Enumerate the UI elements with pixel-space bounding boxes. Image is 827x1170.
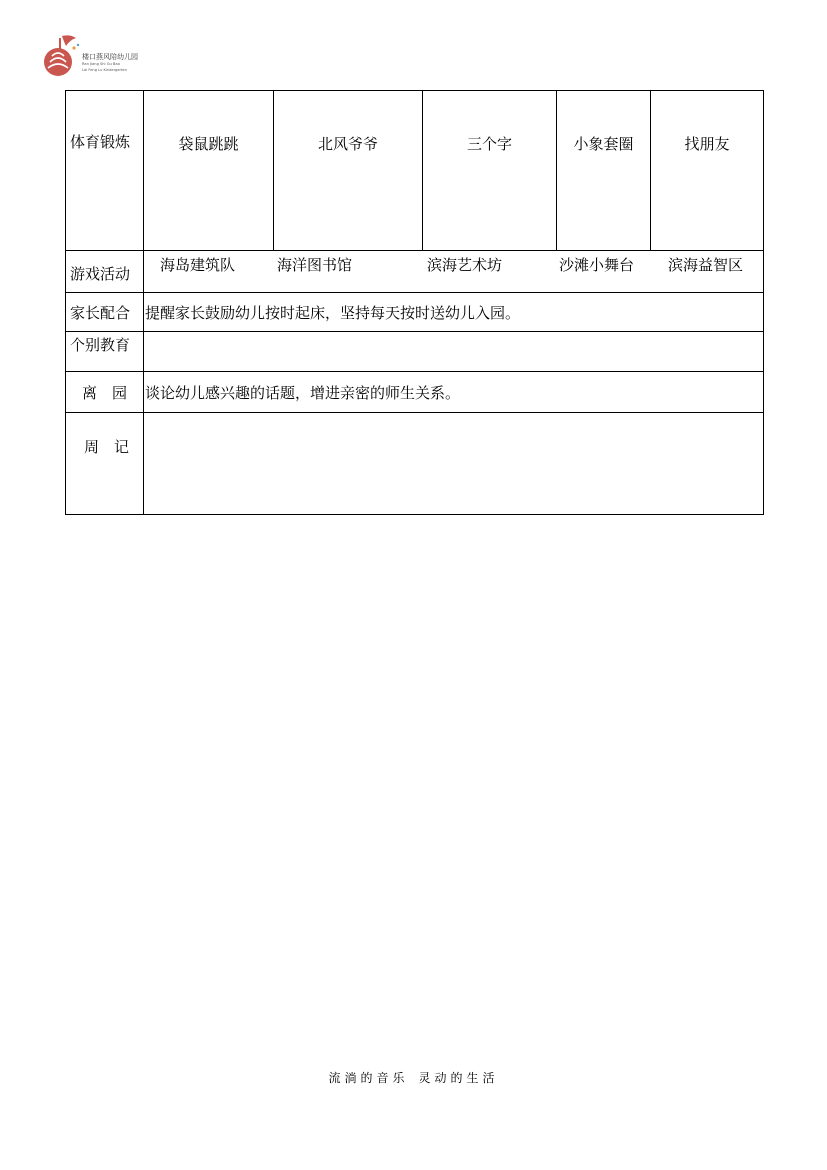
logo-name-en-1: Ran Jiang Shi Gu Bao [82, 62, 120, 66]
parent-text: 提醒家长鼓励幼儿按时起床，坚持每天按时送幼儿入园。 [144, 293, 764, 332]
game-item-1: 海岛建筑队 [160, 256, 236, 274]
sport-item-3: 三个字 [423, 91, 557, 251]
sport-label: 体育锻炼 [66, 91, 144, 251]
logo-name-cn: 楼口燕风陪幼儿园 [82, 53, 138, 61]
games-row [66, 251, 764, 293]
kindergarten-logo [40, 32, 150, 82]
logo-name-en-2: Lai Feng Lu Kindergarten [82, 67, 127, 72]
individual-text [144, 332, 764, 372]
games-label: 游戏活动 [66, 251, 144, 293]
leave-label: 离 园 [66, 372, 144, 413]
weekly-plan-table [65, 90, 764, 515]
logo-emblem-icon [40, 32, 82, 82]
weekly-row [66, 413, 764, 515]
sport-item-4: 小象套圈 [557, 91, 651, 251]
game-item-3: 滨海艺术坊 [427, 256, 503, 274]
game-item-2: 海洋图书馆 [277, 256, 353, 274]
games-cell [144, 251, 764, 293]
game-item-5: 滨海益智区 [668, 256, 744, 274]
sport-item-2: 北风爷爷 [274, 91, 423, 251]
sport-item-5: 找朋友 [651, 91, 764, 251]
footer-motto-left: 流淌的音乐 [328, 1071, 409, 1085]
weekly-text [144, 413, 764, 515]
footer-motto-right: 灵动的生活 [418, 1071, 499, 1085]
individual-row [66, 332, 764, 372]
leave-text: 谈论幼儿感兴趣的话题，增进亲密的师生关系。 [144, 372, 764, 413]
leave-row [66, 372, 764, 413]
parent-label: 家长配合 [66, 293, 144, 332]
weekly-label: 周 记 [66, 413, 144, 515]
page-footer [0, 1069, 827, 1086]
game-item-4: 沙滩小舞台 [559, 256, 635, 274]
parent-row [66, 293, 764, 332]
sport-row [66, 91, 764, 251]
sport-item-1: 袋鼠跳跳 [144, 91, 274, 251]
individual-label: 个别教育 [66, 332, 144, 372]
